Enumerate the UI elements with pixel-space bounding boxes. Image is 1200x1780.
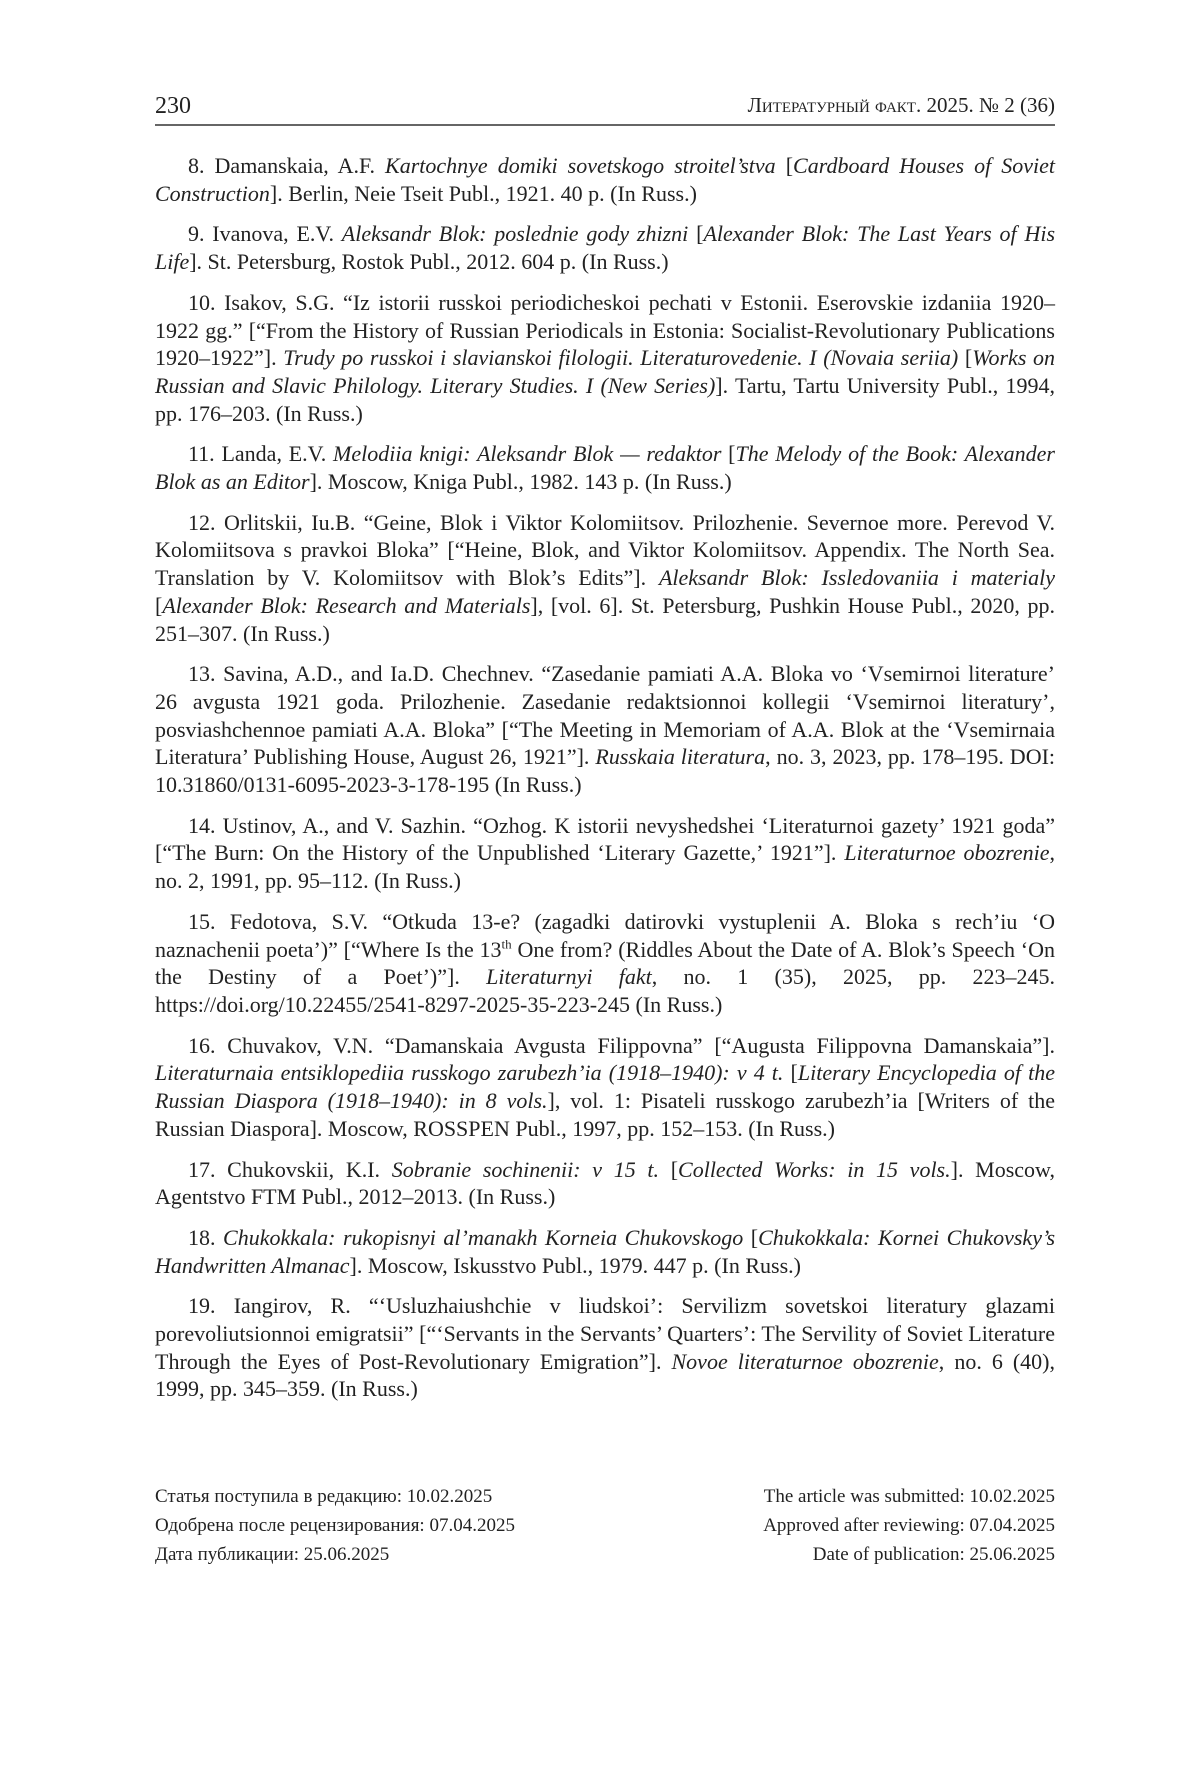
reference-entry xyxy=(155,1224,1055,1279)
reference-title: Sobranie sochinenii: v 15 t. xyxy=(391,1156,660,1182)
reference-text: , no. 1 (35), 2025, pp. 223–245. https://doi.org/10.22455/2541-8297-2025-35-223-245 (In Russ.) xyxy=(155,964,1056,1017)
reference-title: Chukokkala: Kornei Chukovsky’s Handwritten Almanac xyxy=(155,1224,1056,1278)
reference-text: , no. 6 (40), 1999, pp. 345–359. (In Russ.) xyxy=(155,1348,1055,1402)
reference-text: 16. Chuvakov, V.N. “Damanskaia Avgusta Filippovna” [“Augusta Filippovna Damanskaia”]. xyxy=(188,1032,1055,1058)
reference-title: Literaturnyi fakt xyxy=(486,964,652,990)
reference-text: 10. Isakov, S.G. “Iz istorii russkoi periodicheskoi pechati v Estonii. Eserovskie izdaniia 1920–1922 gg.” [“From the History of Russian Periodicals in Estonia: Socialist-Revolutionary Publications 1920–1922”]. xyxy=(155,289,1055,371)
reference-text: [ xyxy=(688,221,704,247)
reference-title: Works on Russian and Slavic Philology. Literary Studies. I (New Series) xyxy=(155,345,1056,398)
reference-text: 15. Fedotova, S.V. “Otkuda 13-e? (zagadki datirovki vystuplenii A. Bloka s rech’iu ‘O naznachenii poeta’)” [“Where Is the 13 xyxy=(155,908,1055,962)
date-published-en: Date of publication: 25.06.2025 xyxy=(812,1544,1055,1565)
reference-entry xyxy=(155,289,1055,428)
reference-title: Aleksandr Blok: Issledovaniia i materialy xyxy=(658,565,1055,591)
reference-text: [ xyxy=(721,441,736,467)
reference-title: Kartochnye domiki sovetskogo stroitel’stva xyxy=(385,153,776,178)
reference-entry xyxy=(155,660,1055,799)
reference-list xyxy=(155,152,1055,1416)
reference-text: [ xyxy=(783,1060,798,1086)
reference-entry xyxy=(155,812,1055,895)
reference-entry xyxy=(155,908,1055,1019)
date-approved-ru: Одобрена после рецензирования: 07.04.2025 xyxy=(155,1515,515,1536)
reference-text: 13. Savina, A.D., and Ia.D. Chechnev. “Zasedanie pamiati A.A. Bloka vo ‘Vsemirnoi literature’ 26 avgusta 1921 goda. Prilozhenie. Zasedanie redaktsionnoi kollegii ‘Vsemirnoi literatury’, posviashchennoe pamiati A.A. Bloka” [“The Meeting in Memoriam of A.A. Blok at the ‘Vsemirnaia Literatura’ Publishing House, August 26, 1921”]. xyxy=(155,661,1055,770)
superscript: th xyxy=(501,936,512,952)
reference-text: [ xyxy=(775,153,794,178)
reference-title: Alexander Blok: The Last Years of His Life xyxy=(155,221,1056,275)
reference-text: One from? (Riddles About the Date of A. Blok’s Speech ‘On the Destiny of a Poet’)”]. xyxy=(155,936,1055,990)
reference-text: [ xyxy=(659,1156,679,1182)
reference-title: Literaturnoe obozrenie xyxy=(844,840,1050,866)
reference-text: 11. Landa, E.V. xyxy=(188,441,334,467)
reference-text: 12. Orlitskii, Iu.B. “Geine, Blok i Viktor Kolomiitsov. Prilozhenie. Severnoe more. Perevod V. Kolomiitsova s pravkoi Bloka” [“Heine, Blok, and Viktor Kolomiitsov. Appendix. The North Sea. Translation by V. Kolomiitsov with Blok’s Edits”]. xyxy=(155,509,1055,591)
reference-title: The Melody of the Book: Alexander Blok as an Editor xyxy=(155,441,1055,495)
running-header xyxy=(155,88,1055,126)
dates-english xyxy=(763,1482,1055,1569)
reference-title: Russkaia literatura xyxy=(595,744,766,770)
reference-text: 8. Damanskaia, A.F. xyxy=(188,153,386,178)
journal-name: Литературный факт xyxy=(747,93,916,117)
reference-text: ], vol. 1: Pisateli russkogo zarubezh’ia [Writers of the Russian Diaspora]. Moscow, ROSSPEN Publ., 1997, pp. 152–153. (In Russ.) xyxy=(155,1088,1055,1141)
reference-entry xyxy=(155,509,1055,648)
reference-text: 9. Ivanova, E.V. xyxy=(188,221,342,247)
page-number: 230 xyxy=(155,93,191,119)
reference-title: Melodiia knigi: Aleksandr Blok — redaktor xyxy=(333,441,722,467)
reference-title: Collected Works: in 15 vols. xyxy=(678,1156,951,1182)
date-published-ru: Дата публикации: 25.06.2025 xyxy=(155,1544,390,1565)
reference-text: ]. Berlin, Neie Tseit Publ., 1921. 40 p. (In Russ.) xyxy=(269,180,697,206)
reference-entry xyxy=(155,1032,1055,1143)
reference-entry xyxy=(155,152,1055,207)
reference-entry xyxy=(155,1292,1055,1403)
reference-title: Literary Encyclopedia of the Russian Diaspora (1918–1940): in 8 vols. xyxy=(155,1060,1055,1114)
reference-title: Alexander Blok: Research and Materials xyxy=(162,592,531,618)
reference-title: Novoe literaturnoe obozrenie xyxy=(671,1348,939,1374)
reference-text: ], [vol. 6]. St. Petersburg, Pushkin House Publ., 2020, pp. 251–307. (In Russ.) xyxy=(155,592,1055,646)
reference-text: [ xyxy=(743,1224,759,1250)
reference-title: Aleksandr Blok: poslednie gody zhizni xyxy=(341,221,689,247)
reference-entry xyxy=(155,440,1055,495)
reference-entry xyxy=(155,1156,1055,1211)
reference-title: Trudy po russkoi i slavianskoi filologii. Literaturovedenie. I (Novaia seriia) xyxy=(283,345,959,371)
reference-text: 14. Ustinov, A., and V. Sazhin. “Ozhog. K istorii nevyshedshei ‘Literaturnoi gazety’ 1921 goda” [“The Burn: On the History of the Unpublished ‘Literary Gazette,’ 1921”]. xyxy=(155,812,1055,866)
date-approved-en: Approved after reviewing: 07.04.2025 xyxy=(763,1515,1055,1536)
journal-issue: . 2025. № 2 (36) xyxy=(915,93,1055,117)
reference-text: 17. Chukovskii, K.I. xyxy=(188,1156,392,1182)
reference-text: ]. St. Petersburg, Rostok Publ., 2012. 604 p. (In Russ.) xyxy=(189,249,669,275)
date-submitted-ru: Статья поступила в редакцию: 10.02.2025 xyxy=(155,1486,493,1507)
reference-text: , no. 2, 1991, pp. 95–112. (In Russ.) xyxy=(155,840,1055,894)
reference-title: Literaturnaia entsiklopediia russkogo zarubezh’ia (1918–1940): v 4 t. xyxy=(155,1060,784,1086)
reference-text: 18. xyxy=(188,1224,224,1250)
reference-title: Chukokkala: rukopisnyi al’manakh Korneia Chukovskogo xyxy=(223,1224,744,1250)
reference-entry xyxy=(155,220,1055,275)
reference-text: [ xyxy=(958,345,973,371)
reference-title: Cardboard Houses of Soviet Construction xyxy=(155,153,1055,206)
reference-text: , no. 3, 2023, pp. 178–195. DOI: 10.31860/0131-6095-2023-3-178-195 (In Russ.) xyxy=(155,744,1056,798)
reference-text: ]. Moscow, Agentstvo FTM Publ., 2012–2013. (In Russ.) xyxy=(155,1156,1055,1210)
date-submitted-en: The article was submitted: 10.02.2025 xyxy=(763,1486,1055,1507)
reference-text: [ xyxy=(155,592,163,618)
reference-text: 19. Iangirov, R. “‘Usluzhaiushchie v liudskoi’: Servilizm sovetskoi literatury glazami porevoliutsionnoi emigratsii” [“‘Servants in the Servants’ Quarters’: The Servility of Soviet Literature Through the Eyes of Post-Revolutionary Emigration”]. xyxy=(155,1293,1055,1374)
reference-text: ]. Tartu, Tartu University Publ., 1994, pp. 176–203. (In Russ.) xyxy=(155,372,1055,426)
reference-text: ]. Moscow, Iskusstvo Publ., 1979. 447 p. (In Russ.) xyxy=(349,1252,801,1278)
dates-russian xyxy=(155,1482,515,1569)
reference-text: ]. Moscow, Kniga Publ., 1982. 143 p. (In Russ.) xyxy=(309,469,732,495)
journal-title xyxy=(748,93,1055,118)
